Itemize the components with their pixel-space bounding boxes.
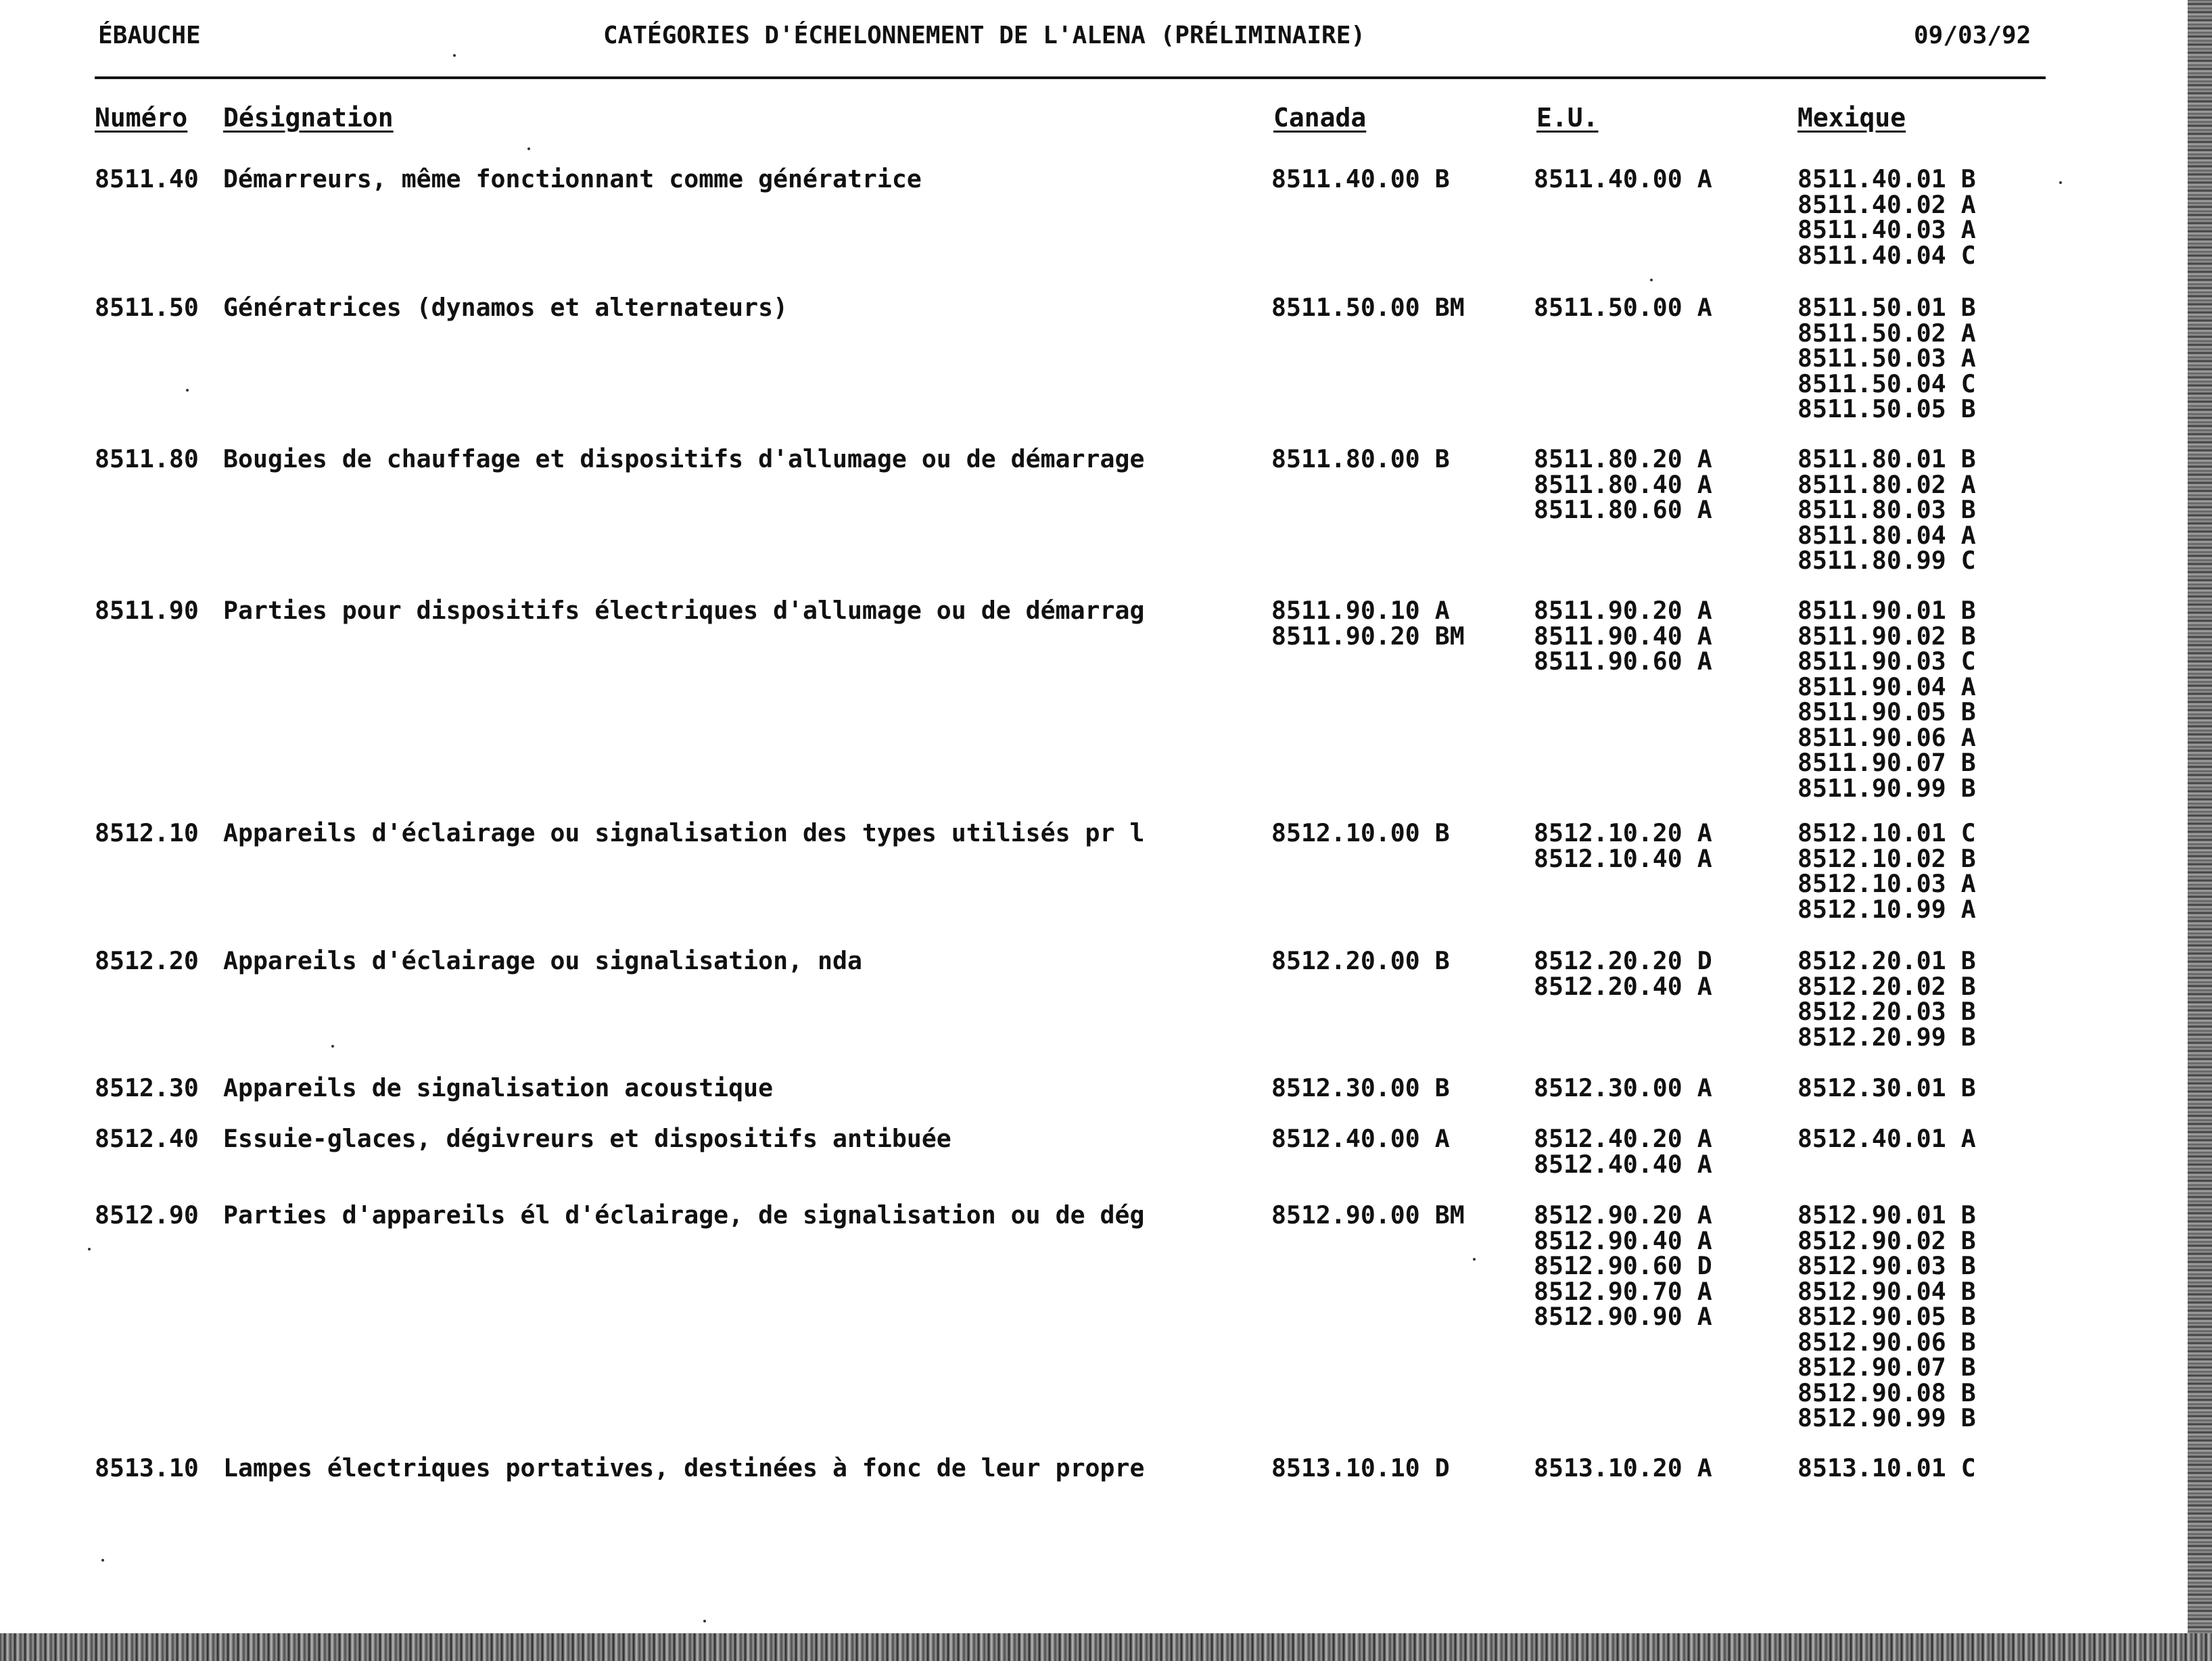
scan-speck [186,389,189,392]
canada-code: 8511.90.10 A [1271,596,1450,625]
mexique-code: 8511.90.01 B [1797,596,1976,625]
mexique-code: 8511.40.04 C [1797,240,1976,270]
mexique-code: 8512.90.05 B [1797,1302,1976,1331]
canada-codes [1271,295,1465,321]
canada-code: 8512.40.00 A [1271,1124,1450,1153]
document-date: 09/03/92 [1914,22,2031,49]
scan-speck [453,54,456,57]
eu-code: 8511.90.60 A [1534,647,1712,676]
mexique-code: 8511.90.06 A [1797,722,1976,752]
mexique-code: 8511.80.02 A [1797,469,1976,499]
mexique-code: 8512.10.01 C [1797,818,1976,847]
mexique-codes [1797,1075,1976,1101]
mexique-code: 8511.90.02 B [1797,621,1976,651]
scan-speck [331,1045,334,1048]
canada-codes [1271,820,1450,846]
mexique-code: 8512.30.01 B [1797,1073,1976,1102]
mexique-codes [1797,820,1976,922]
eu-codes [1534,446,1712,523]
mexique-code: 8512.90.08 B [1797,1378,1976,1407]
eu-code: 8511.40.00 A [1534,164,1712,193]
canada-code: 8512.90.00 BM [1271,1200,1465,1230]
mexique-code: 8511.90.99 B [1797,773,1976,803]
column-header-eu: E.U. [1536,103,1599,133]
eu-code: 8511.80.60 A [1534,495,1712,524]
column-header-canada: Canada [1273,103,1367,133]
row-designation: Parties d'appareils él d'éclairage, de signalisation ou de dég [223,1200,1145,1230]
mexique-code: 8511.90.07 B [1797,748,1976,777]
scan-speck [703,1620,706,1622]
canada-code: 8513.10.10 D [1271,1453,1450,1482]
scanner-edge-bottom [0,1633,2212,1661]
scanner-edge-right [2188,0,2212,1661]
mexique-codes [1797,1126,1976,1152]
page-title: CATÉGORIES D'ÉCHELONNEMENT DE L'ALENA (PRÉLIMINAIRE) [603,22,1366,49]
eu-code: 8511.90.20 A [1534,596,1712,625]
mexique-code: 8512.90.07 B [1797,1353,1976,1382]
row-designation: Génératrices (dynamos et alternateurs) [223,293,789,322]
mexique-codes [1797,166,1976,268]
eu-code: 8512.40.20 A [1534,1124,1712,1153]
mexique-code: 8511.40.03 A [1797,215,1976,244]
eu-code: 8511.50.00 A [1534,293,1712,322]
eu-codes [1534,598,1712,674]
eu-code: 8512.90.40 A [1534,1225,1712,1255]
header-rule [95,76,2046,79]
mexique-code: 8512.20.03 B [1797,997,1976,1026]
canada-codes [1271,166,1450,192]
row-designation: Bougies de chauffage et dispositifs d'allumage ou de démarrage [223,444,1145,473]
eu-code: 8511.80.20 A [1534,444,1712,473]
mexique-code: 8511.90.05 B [1797,697,1976,726]
row-number: 8512.20 [95,946,199,975]
eu-code: 8512.10.40 A [1534,843,1712,873]
mexique-code: 8512.90.01 B [1797,1200,1976,1230]
eu-code: 8512.90.60 D [1534,1251,1712,1280]
eu-code: 8512.30.00 A [1534,1073,1712,1102]
mexique-codes [1797,598,1976,801]
canada-code: 8511.90.20 BM [1271,621,1465,651]
eu-code: 8512.40.40 A [1534,1149,1712,1179]
mexique-codes [1797,1455,1976,1481]
row-designation: Appareils d'éclairage ou signalisation, nda [223,946,862,975]
mexique-code: 8511.50.01 B [1797,293,1976,322]
eu-code: 8512.20.40 A [1534,971,1712,1001]
mexique-code: 8512.20.01 B [1797,946,1976,975]
eu-codes [1534,1075,1712,1101]
row-number: 8511.40 [95,164,199,193]
eu-codes [1534,948,1712,999]
row-number: 8513.10 [95,1453,199,1482]
row-number: 8512.40 [95,1124,199,1153]
canada-code: 8512.10.00 B [1271,818,1450,847]
eu-code: 8513.10.20 A [1534,1453,1712,1482]
row-number: 8511.90 [95,596,199,625]
canada-codes [1271,1075,1450,1101]
eu-codes [1534,295,1712,321]
mexique-code: 8511.40.02 A [1797,189,1976,219]
eu-codes [1534,1455,1712,1481]
mexique-code: 8512.90.99 B [1797,1403,1976,1432]
row-number: 8512.10 [95,818,199,847]
mexique-code: 8511.80.01 B [1797,444,1976,473]
row-designation: Démarreurs, même fonctionnant comme génératrice [223,164,922,193]
mexique-code: 8512.90.06 B [1797,1327,1976,1357]
eu-code: 8512.90.70 A [1534,1276,1712,1306]
eu-code: 8511.90.40 A [1534,621,1712,651]
eu-codes [1534,1126,1712,1177]
mexique-code: 8511.50.03 A [1797,344,1976,373]
mexique-code: 8512.20.99 B [1797,1022,1976,1052]
eu-codes [1534,820,1712,871]
canada-code: 8511.40.00 B [1271,164,1450,193]
eu-code: 8512.90.20 A [1534,1200,1712,1230]
mexique-codes [1797,948,1976,1050]
scan-speck [101,1559,104,1562]
canada-codes [1271,598,1465,649]
canada-codes [1271,1126,1450,1152]
mexique-code: 8511.80.03 B [1797,495,1976,524]
mexique-code: 8512.20.02 B [1797,971,1976,1001]
mexique-code: 8511.50.05 B [1797,394,1976,423]
row-designation: Parties pour dispositifs électriques d'allumage ou de démarrag [223,596,1145,625]
canada-code: 8512.30.00 B [1271,1073,1450,1102]
column-header-mexique: Mexique [1797,103,1906,133]
scan-speck [1650,279,1653,281]
eu-code: 8512.10.20 A [1534,818,1712,847]
canada-codes [1271,1202,1465,1228]
eu-codes [1534,1202,1712,1330]
column-header-designation: Désignation [223,103,394,133]
mexique-code: 8512.90.04 B [1797,1276,1976,1306]
mexique-codes [1797,446,1976,574]
row-number: 8512.90 [95,1200,199,1230]
canada-codes [1271,446,1450,472]
mexique-code: 8512.90.03 B [1797,1251,1976,1280]
canada-code: 8511.80.00 B [1271,444,1450,473]
mexique-code: 8512.10.03 A [1797,869,1976,898]
canada-code: 8512.20.00 B [1271,946,1450,975]
canada-codes [1271,1455,1450,1481]
mexique-codes [1797,1202,1976,1431]
canada-code: 8511.50.00 BM [1271,293,1465,322]
eu-code: 8511.80.40 A [1534,469,1712,499]
mexique-code: 8511.50.04 C [1797,369,1976,398]
mexique-code: 8511.80.04 A [1797,520,1976,550]
mexique-code: 8511.90.04 A [1797,672,1976,701]
row-designation: Appareils de signalisation acoustique [223,1073,774,1102]
mexique-codes [1797,295,1976,422]
eu-code: 8512.90.90 A [1534,1302,1712,1331]
mexique-code: 8511.40.01 B [1797,164,1976,193]
mexique-code: 8511.50.02 A [1797,318,1976,348]
row-number: 8512.30 [95,1073,199,1102]
draft-label: ÉBAUCHE [98,22,201,49]
eu-code: 8512.20.20 D [1534,946,1712,975]
scan-speck [1473,1258,1476,1261]
eu-codes [1534,166,1712,192]
mexique-code: 8512.90.02 B [1797,1225,1976,1255]
row-designation: Essuie-glaces, dégivreurs et dispositifs antibuée [223,1124,951,1153]
mexique-code: 8512.40.01 A [1797,1124,1976,1153]
row-number: 8511.50 [95,293,199,322]
column-header-numero: Numéro [95,103,188,133]
mexique-code: 8511.80.99 C [1797,546,1976,575]
mexique-code: 8512.10.99 A [1797,894,1976,924]
mexique-code: 8513.10.01 C [1797,1453,1976,1482]
mexique-code: 8512.10.02 B [1797,843,1976,873]
row-designation: Appareils d'éclairage ou signalisation des types utilisés pr l [223,818,1145,847]
scan-speck [88,1248,91,1250]
scan-speck [527,147,530,150]
canada-codes [1271,948,1450,974]
mexique-code: 8511.90.03 C [1797,647,1976,676]
row-number: 8511.80 [95,444,199,473]
row-designation: Lampes électriques portatives, destinées à fonc de leur propre [223,1453,1145,1482]
scan-speck [2059,181,2062,184]
